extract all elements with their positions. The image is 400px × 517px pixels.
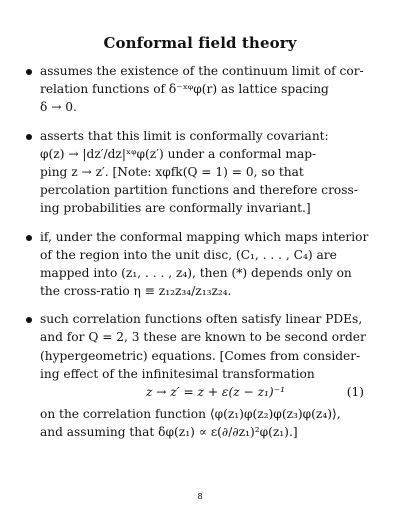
bullet-line: and assuming that δφ(z₁) ∝ ε(∂/∂z₁)²φ(z₁).] <box>40 425 298 440</box>
bullet-line: ping z → z′. [Note: xφfk(Q = 1) = 0, so that <box>40 164 304 179</box>
bullet-line: (hypergeometric) equations. [Comes from consider- <box>40 348 361 363</box>
display-equation <box>40 383 378 405</box>
bullet-line: on the correlation function ⟨φ(z₁)φ(z₂)φ(z₃)φ(z₄)⟩, <box>40 407 341 421</box>
bullet-line: ing probabilities are conformally invariant.] <box>40 201 311 216</box>
bullet-cross-ratio <box>26 228 378 301</box>
bullet-dot-icon <box>26 317 32 323</box>
bullet-line: assumes the existence of the continuum limit of cor- <box>40 64 364 78</box>
bullet-dot-icon <box>26 235 32 241</box>
bullet-dot-icon <box>26 134 32 140</box>
bullet-line: ing effect of the infinitesimal transformation <box>40 366 315 381</box>
bullet-line: of the region into the unit disc, (C₁, . . . , C₄) are <box>40 247 337 262</box>
bullet-line: percolation partition functions and therefore cross- <box>40 183 358 198</box>
page-title: Conformal field theory <box>103 34 297 52</box>
bullet-linear-pdes <box>26 310 378 441</box>
bullet-dot-icon <box>26 69 32 75</box>
page-number: 8 <box>197 492 203 501</box>
bullet-line: such correlation functions often satisfy linear PDEs, <box>40 312 363 327</box>
bullet-line: relation functions of δ⁻ˣᵠφ(r) as lattice spacing <box>40 82 329 97</box>
bullet-line: mapped into (z₁, . . . , z₄), then (*) depends only on <box>40 265 352 280</box>
bullet-line: asserts that this limit is conformally covariant: <box>40 128 329 143</box>
bullet-line: if, under the conformal mapping which maps interior <box>40 229 369 244</box>
equation-text: z → z′ = z + ε(z − z₁)⁻¹ <box>146 385 285 399</box>
bullet-line: δ → 0. <box>40 100 77 115</box>
bullet-line: the cross-ratio η ≡ z₁₂z₃₄/z₁₃z₂₄. <box>40 284 232 299</box>
bullet-conformal-covariance <box>26 127 378 218</box>
equation-number: (1) <box>346 385 364 399</box>
bullet-list <box>26 62 378 451</box>
bullet-continuum-limit <box>26 62 378 117</box>
bullet-line: and for Q = 2, 3 these are known to be second order <box>40 330 366 345</box>
bullet-line: φ(z) → |dz′/dz|ˣᵠφ(z′) under a conformal map- <box>40 146 317 161</box>
